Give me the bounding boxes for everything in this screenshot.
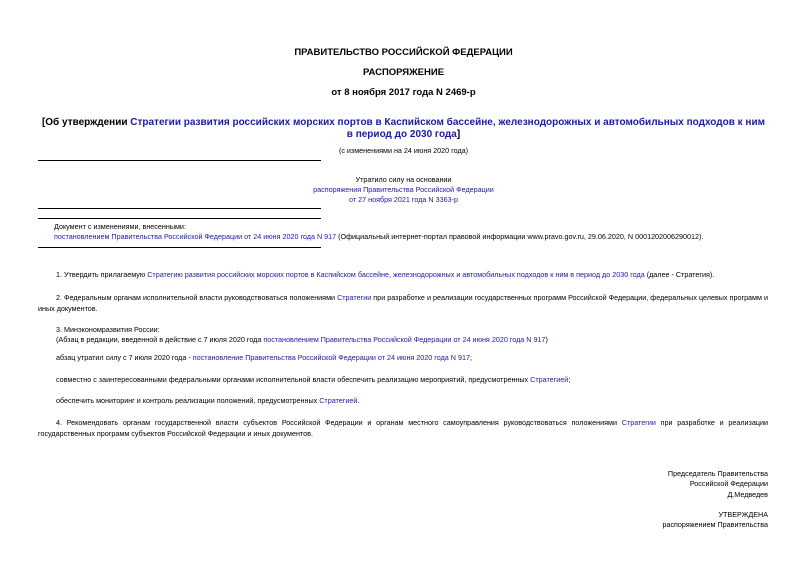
item-1-text: 1. Утвердить прилагаемую	[56, 270, 148, 279]
void-paragraph-text: абзац утратил силу с 7 июля 2020 года -	[56, 353, 193, 362]
repeal-order-link[interactable]: распоряжения Правительства Российской Федерации	[313, 185, 494, 194]
monitoring-strategy-link[interactable]: Стратегией	[319, 396, 358, 405]
signature-name: Д.Медведев	[727, 489, 768, 499]
item-3: 3. Минэкономразвития России:	[56, 325, 160, 334]
repeal-order-date-link[interactable]: от 27 ноября 2021 года N 3363-р	[349, 195, 458, 204]
approved-by: распоряжением Правительства	[662, 520, 768, 530]
approval-block	[662, 510, 768, 531]
approved-label: УТВЕРЖДЕНА	[718, 510, 768, 519]
item-3-void-paragraph	[56, 353, 768, 364]
document-type: РАСПОРЯЖЕНИЕ	[362, 67, 445, 78]
divider	[38, 247, 321, 248]
changes-source-text: (Официальный интернет-портал правовой информации www.pravo.gov.ru, 29.06.2020, N 0001202006290012).	[336, 232, 704, 241]
signature-country: Российской Федерации	[689, 479, 768, 489]
signature-block	[668, 469, 768, 500]
item-2-strategy-link[interactable]: Стратегии	[337, 293, 372, 302]
item-3-cooperation	[56, 375, 768, 386]
expired-note: Утратило силу на основании	[355, 175, 452, 184]
title-bracket-close: ]	[456, 129, 461, 140]
void-paragraph-tail: ;	[469, 353, 472, 362]
item-3-edit-note	[56, 335, 768, 346]
divider	[38, 160, 321, 161]
monitoring-tail: .	[357, 396, 360, 405]
edit-note-tail: )	[545, 335, 548, 344]
divider	[38, 208, 321, 209]
item-1	[38, 270, 768, 281]
item-1-tail: (далее - Стратегия).	[644, 270, 715, 279]
item-2-text: 2. Федеральным органам исполнительной власти руководствоваться положениями	[56, 293, 338, 302]
edit-note-decree-link[interactable]: постановлением Правительства Российской Федерации от 24 июня 2020 года N 917	[263, 335, 546, 344]
decree-917-link[interactable]: постановлением Правительства Российской Федерации от 24 июня 2020 года N 917	[54, 232, 337, 241]
item-4	[38, 418, 768, 439]
document-date-number: от 8 ноября 2017 года N 2469-р	[331, 87, 476, 98]
amendment-note: (с изменениями на 24 июня 2020 года)	[338, 146, 469, 155]
document-title	[40, 117, 767, 141]
void-paragraph-decree-link[interactable]: постановление Правительства Российской Федерации от 24 июня 2020 года N 917	[192, 353, 470, 362]
cooperation-strategy-link[interactable]: Стратегией	[530, 375, 569, 384]
divider	[38, 218, 321, 219]
edit-note-text: (Абзац в редакции, введенной в действие с 7 июля 2020 года	[56, 335, 264, 344]
cooperation-tail: ;	[568, 375, 571, 384]
item-1-strategy-link[interactable]: Стратегию развития российских морских портов в Каспийском бассейне, железнодорожных и автомобильных подходов к ним в период до 2030 года	[147, 270, 645, 279]
title-bracket-open: [Об утверждении	[41, 117, 131, 128]
changes-intro: Документ с изменениями, внесенными:	[54, 222, 186, 231]
item-2	[38, 293, 768, 314]
item-4-strategy-link[interactable]: Стратегии	[621, 418, 656, 427]
government-heading: ПРАВИТЕЛЬСТВО РОССИЙСКОЙ ФЕДЕРАЦИИ	[294, 47, 513, 58]
monitoring-text: обеспечить мониторинг и контроль реализации положений, предусмотренных	[56, 396, 320, 405]
changes-source	[54, 232, 794, 242]
item-3-monitoring	[56, 396, 768, 407]
item-4-tail: при разработке и реализации государственных программ субъектов Российской Федерации и иных документов.	[38, 418, 768, 438]
item-2-tail: при разработке и реализации государственных программ Российской Федерации, федеральных целевых программ и иных документов.	[38, 293, 768, 313]
expired-link-line2	[0, 195, 807, 205]
item-4-text: 4. Рекомендовать органам государственной власти субъектов Российской Федерации и органам местного самоуправления руководствоваться положениями	[56, 418, 622, 427]
expired-link-line1	[0, 185, 807, 195]
strategy-title-link[interactable]: Стратегии развития российских морских портов в Каспийском бассейне, железнодорожных и автомобильных подходов к ним в период до 2030 года	[130, 117, 766, 140]
signature-position: Председатель Правительства	[667, 469, 768, 478]
cooperation-text: совместно с заинтересованными федеральными органами исполнительной власти обеспечить реализацию мероприятий, предусмотренных	[56, 375, 531, 384]
